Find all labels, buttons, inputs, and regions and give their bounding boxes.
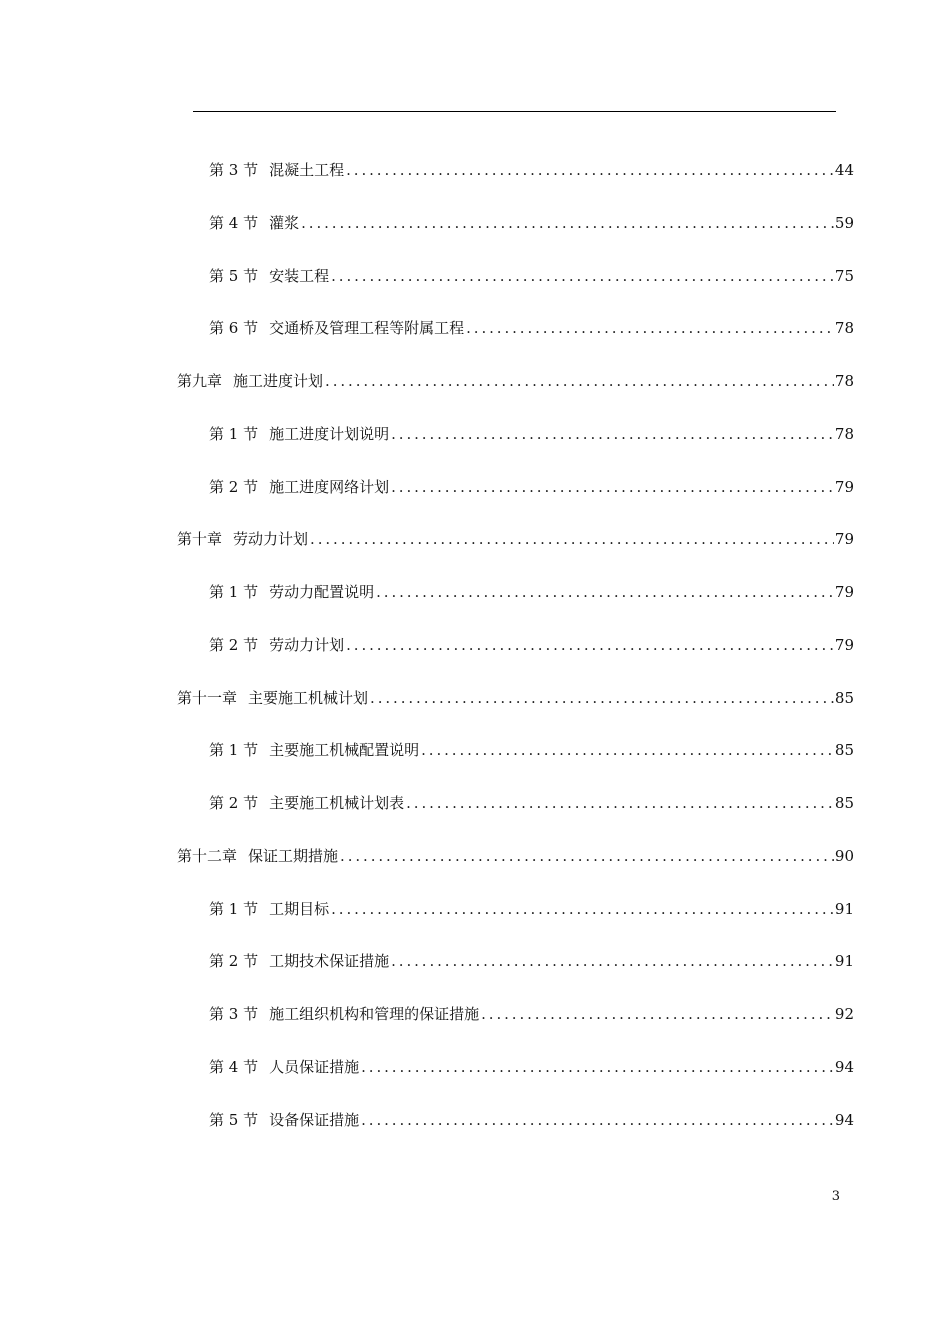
toc-entry[interactable] [209, 264, 854, 288]
dot-leader [329, 897, 834, 921]
dot-leader [323, 369, 834, 393]
toc-entry[interactable] [209, 475, 854, 499]
toc-entry-number: 第 6 节 [209, 319, 259, 337]
dot-leader [338, 844, 834, 868]
toc-entry-page: 85 [834, 741, 854, 759]
toc-entry-title: 施工进度计划说明 [269, 425, 390, 443]
toc-entry-page: 85 [834, 794, 854, 812]
toc-entry[interactable] [209, 897, 854, 921]
toc-entry-title: 劳动力计划 [269, 636, 345, 654]
toc-entry-number: 第 4 节 [209, 214, 259, 232]
dot-leader [308, 527, 834, 551]
toc-entry[interactable] [209, 158, 854, 182]
dot-leader [389, 475, 834, 499]
toc-entry-title: 劳动力计划 [233, 530, 309, 548]
dot-leader [404, 791, 834, 815]
dot-leader [368, 686, 834, 710]
toc-entry-page: 75 [834, 267, 854, 285]
toc-entry-title: 主要施工机械计划表 [269, 794, 405, 812]
toc-entry-page: 78 [834, 372, 854, 390]
toc-entry[interactable] [209, 1108, 854, 1132]
dot-leader [329, 264, 834, 288]
toc-entry-page: 79 [834, 478, 854, 496]
toc-entry-number: 第 2 节 [209, 636, 259, 654]
toc-entry-number: 第 2 节 [209, 952, 259, 970]
toc-entry-page: 91 [834, 952, 854, 970]
toc-entry-page: 92 [834, 1005, 854, 1023]
dot-leader [374, 580, 834, 604]
header-rule [193, 111, 836, 112]
toc-entry-page: 91 [834, 900, 854, 918]
dot-leader [299, 211, 834, 235]
toc-entry-number: 第 2 节 [209, 478, 259, 496]
toc-entry-title: 工期技术保证措施 [269, 952, 390, 970]
dot-leader [419, 738, 834, 762]
toc-entry-number: 第 5 节 [209, 267, 259, 285]
toc-entry-number: 第 1 节 [209, 900, 259, 918]
toc-entry-title: 施工进度计划 [233, 372, 324, 390]
toc-entry-title: 劳动力配置说明 [269, 583, 375, 601]
dot-leader [344, 158, 834, 182]
toc-entry-page: 78 [834, 319, 854, 337]
toc-entry[interactable] [209, 949, 854, 973]
toc-entry-page: 59 [834, 214, 854, 232]
toc-entry-page: 79 [834, 583, 854, 601]
toc-entry-title: 安装工程 [269, 267, 330, 285]
toc-entry[interactable] [209, 1002, 854, 1026]
toc-entry-title: 施工组织机构和管理的保证措施 [269, 1005, 480, 1023]
dot-leader [344, 633, 834, 657]
toc-entry-page: 78 [834, 425, 854, 443]
toc-entry-title: 混凝土工程 [269, 161, 345, 179]
dot-leader [359, 1055, 834, 1079]
toc-entry[interactable] [209, 580, 854, 604]
toc-entry-page: 79 [834, 636, 854, 654]
toc-entry[interactable] [209, 422, 854, 446]
toc-entry-title: 灌浆 [269, 214, 300, 232]
toc-entry-number: 第十二章 [177, 847, 238, 865]
toc-entry-number: 第 3 节 [209, 1005, 259, 1023]
dot-leader [464, 316, 834, 340]
toc-entry-title: 工期目标 [269, 900, 330, 918]
toc-entry-title: 设备保证措施 [269, 1111, 360, 1129]
toc-entry-page: 44 [834, 161, 854, 179]
toc-chapter-entry[interactable] [177, 527, 854, 551]
dot-leader [359, 1108, 834, 1132]
toc-entry-title: 保证工期措施 [248, 847, 339, 865]
dot-leader [479, 1002, 834, 1026]
toc-entry-number: 第 4 节 [209, 1058, 259, 1076]
toc-entry-page: 79 [834, 530, 854, 548]
dot-leader [389, 422, 834, 446]
toc-entry[interactable] [209, 1055, 854, 1079]
toc-entry-number: 第九章 [177, 372, 223, 390]
toc-entry-title: 主要施工机械计划 [248, 689, 369, 707]
toc-entry-page: 90 [834, 847, 854, 865]
toc-entry-number: 第 2 节 [209, 794, 259, 812]
toc-entry-page: 94 [834, 1058, 854, 1076]
toc-chapter-entry[interactable] [177, 369, 854, 393]
toc-entry-number: 第十章 [177, 530, 223, 548]
toc-entry[interactable] [209, 211, 854, 235]
toc-entry-page: 85 [834, 689, 854, 707]
toc-entry-number: 第 3 节 [209, 161, 259, 179]
toc-entry-page: 94 [834, 1111, 854, 1129]
toc-entry-number: 第 1 节 [209, 425, 259, 443]
toc-entry-number: 第 5 节 [209, 1111, 259, 1129]
toc-entry-number: 第 1 节 [209, 583, 259, 601]
toc-entry-title: 施工进度网络计划 [269, 478, 390, 496]
toc-entry[interactable] [209, 738, 854, 762]
toc-entry-title: 人员保证措施 [269, 1058, 360, 1076]
toc-entry-number: 第 1 节 [209, 741, 259, 759]
toc-chapter-entry[interactable] [177, 686, 854, 710]
toc-entry-title: 交通桥及管理工程等附属工程 [269, 319, 465, 337]
dot-leader [389, 949, 834, 973]
page-number: 3 [831, 1189, 840, 1204]
toc-chapter-entry[interactable] [177, 844, 854, 868]
toc-entry-number: 第十一章 [177, 689, 238, 707]
toc-entry[interactable] [209, 633, 854, 657]
toc-entry[interactable] [209, 791, 854, 815]
toc-entry-title: 主要施工机械配置说明 [269, 741, 420, 759]
toc-entry[interactable] [209, 316, 854, 340]
